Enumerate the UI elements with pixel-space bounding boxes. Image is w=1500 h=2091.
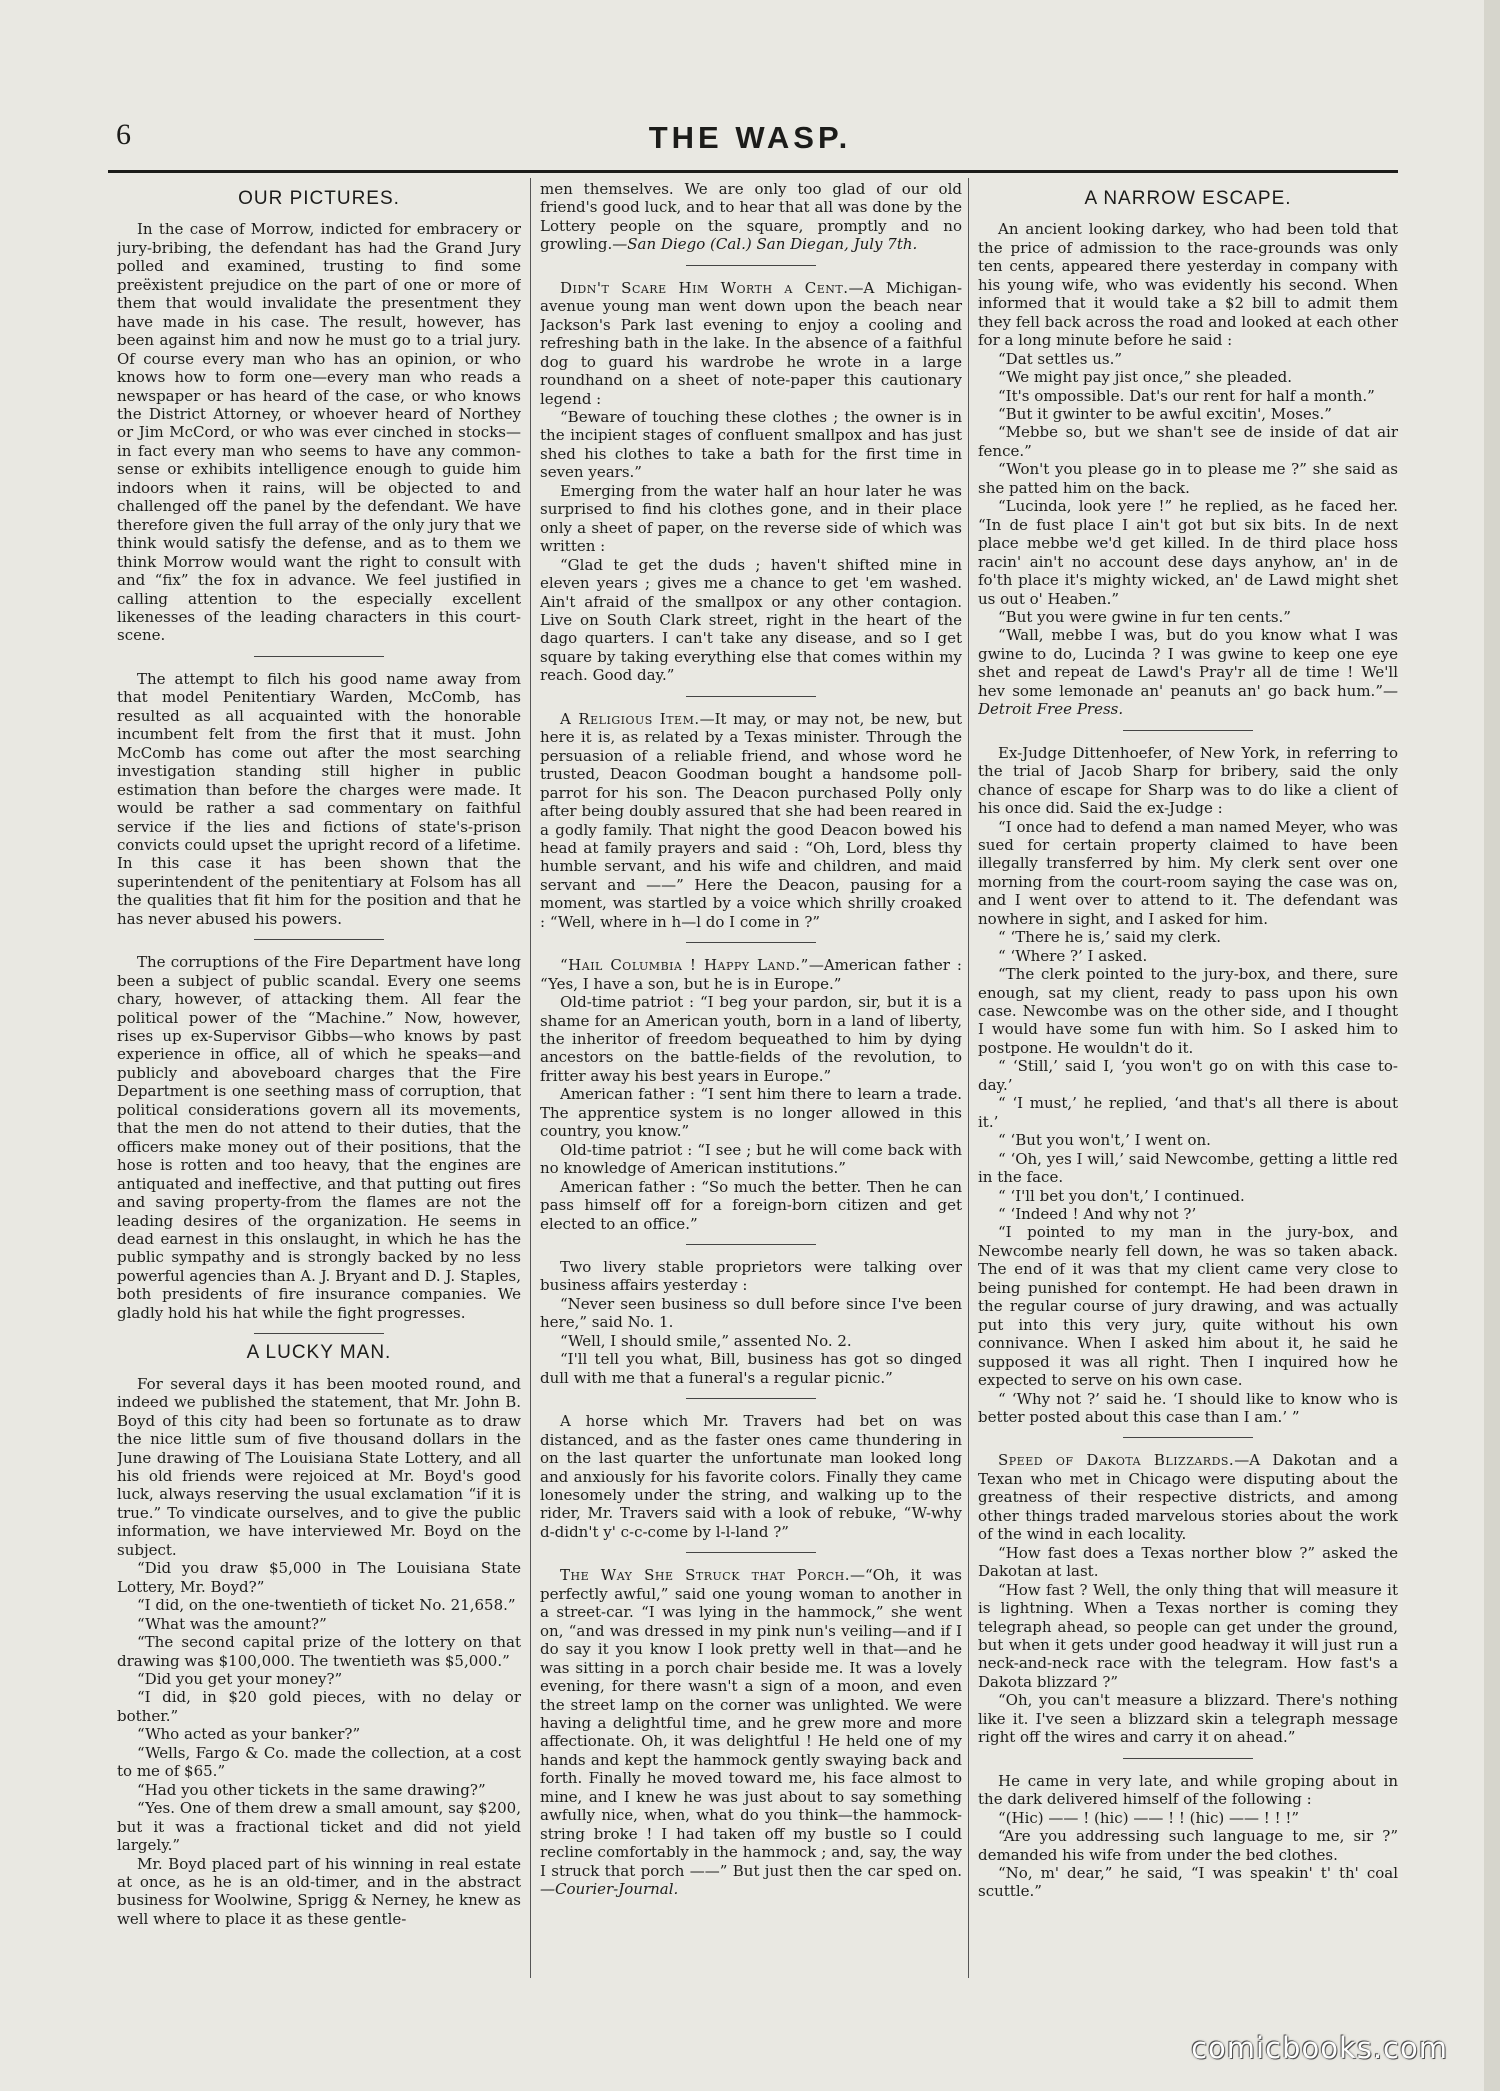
paragraph: “We might pay jist once,” she pleaded. bbox=[998, 368, 1292, 387]
paragraph: Ex-Judge Dittenhoefer, of New York, in referring to the trial of Jacob Sharp for bribery, said the only chance of escape for Sharp was to do like a client of his once did. Said the ex-Judge : bbox=[978, 743, 1398, 818]
column-middle bbox=[540, 180, 962, 1990]
paragraph: “Did you draw $5,000 in The Louisiana State Lottery, Mr. Boyd?” bbox=[117, 1559, 521, 1596]
section-separator bbox=[686, 1398, 816, 1399]
paragraph: The corruptions of the Fire Department have long been a subject of public scandal. Every one seems chary, however, of attacking them. All fear the political power of the “Machine.” Now, however, rises up ex-Supervisor Gibbs—who knows by past experience in office, all of which he speaks—and publicly and aboveboard charges that the Fire Department is one seething mass of corruption, that political considerations govern all its movements, that the men do not attend to their duties, that the officers make money out of their positions, that the hose is rotten and too heavy, that the engines are antiquated and ineffective, and that putting out fires and saving property-from the flames are not the leading desires of the organization. He seems in dead earnest in this onslaught, in which he has the public sympathy and is strongly backed by no less powerful agencies than A. J. Bryant and D. J. Staples, both presidents of fire insurance companies. We gladly hold his hat while the fight progresses. bbox=[117, 953, 521, 1322]
source-credit: —Detroit Free Press. bbox=[978, 681, 1398, 719]
paragraph: “Lucinda, look yere !” he replied, as he faced her. “In de fust place I ain't got but six bits. In de next place mebbe we'd get killed. In de third place hoss racin' ain't no account dese days anyhow, an' in de fo'th place it's mighty wicked, an' de Lawd might shet us out o' Heaben.” bbox=[978, 497, 1398, 608]
paragraph: “I once had to defend a man named Meyer, who was sued for certain property claimed to have been illegally transferred by him. My clerk sent over one morning from the court-room saying the case was on, and I went over to attend to it. The defendant was nowhere in sight, and I asked for him. bbox=[978, 817, 1398, 928]
paragraph: “I did, on the one-twentieth of ticket No. 21,658.” bbox=[137, 1596, 516, 1615]
source-credit: —Courier-Journal. bbox=[540, 1880, 679, 1899]
paragraph: “But it gwinter to be awful excitin', Moses.” bbox=[998, 404, 1332, 423]
paragraph: “Did you get your money?” bbox=[137, 1669, 343, 1688]
paragraph bbox=[978, 626, 1398, 718]
paragraph: “Won't you please go in to please me ?” she said as she patted him on the back. bbox=[978, 460, 1398, 497]
paragraph: “(Hic) —— ! (hic) —— ! ! (hic) —— ! ! !” bbox=[998, 1808, 1300, 1827]
paragraph bbox=[978, 1451, 1398, 1543]
article-heading: A LUCKY MAN. bbox=[246, 1342, 392, 1364]
paragraph: “The second capital prize of the lottery on that drawing was $100,000. The twentieth was $5,000.” bbox=[117, 1633, 521, 1670]
paragraph: “It's ompossible. Dat's our rent for half a month.” bbox=[998, 386, 1375, 405]
paragraph bbox=[540, 710, 962, 931]
page-number: 6 bbox=[116, 118, 131, 151]
paragraph: “ ‘Where ?’ I asked. bbox=[998, 946, 1148, 965]
paragraph: “Glad te get the duds ; haven't shifted mine in eleven years ; gives me a chance to get 'em washed. Ain't afraid of the smallpox or any other contagion. Live on South Clark street, right in the heart of the dago quarters. I can't take any disease, and so I get square by taking everything else that comes within my reach. Good day.” bbox=[540, 555, 962, 685]
paragraph-text: —American father : “Yes, I have a son, but he is in Europe.” bbox=[540, 956, 962, 993]
masthead-title: THE WASP. bbox=[648, 120, 852, 155]
item-lead: A Religious Item. bbox=[560, 709, 700, 728]
section-separator bbox=[686, 265, 816, 266]
paragraph: American father : “So much the better. Then he can pass himself off for a foreign-born citizen and get elected to an office.” bbox=[540, 1177, 962, 1233]
source-credit: —San Diego (Cal.) San Diegan, July 7th. bbox=[612, 235, 918, 254]
column-divider bbox=[530, 178, 531, 1978]
paragraph: Mr. Boyd placed part of his winning in real estate at once, as he is an old-timer, and in the abstract business for Woolwine, Sprigg & Nerney, he knew as well where to place it as these gentle- bbox=[117, 1854, 521, 1928]
paragraph-text: —“Oh, it was perfectly awful,” said one young woman to another in a street-car. “I was lying in the hammock,” she went on, “and was dressed in my pink nun's veiling—and if I do say it you know I look pretty well in that—and he was sitting in a porch chair beside me. It was a lovely evening, for there wasn't a sign of a moon, and even the street lamp on the corner was unlighted. We were having a delightful time, and he grew more and more affectionate. Oh, it was delightful ! He held one of my hands and kept the hammock gently swaying back and forth. Finally he moved toward me, his face almost to mine, and I knew he was just about to say something awfully nice, when, what do you think—the hammock-string broke ! I had taken off my bustle so I could recline comfortably in the hammock ; and, say, the way I struck that porch ——” But just then the car sped on. bbox=[540, 1566, 962, 1880]
column-divider bbox=[968, 178, 969, 1978]
paragraph-text: men themselves. We are only too glad of our old friend's good luck, and to hear that all was done by the Lottery people on the square, promptly and no growling. bbox=[540, 180, 962, 254]
paragraph: “But you were gwine in fur ten cents.” bbox=[998, 607, 1291, 626]
paragraph: “ ‘Indeed ! And why not ?’ bbox=[998, 1205, 1197, 1224]
paragraph: “Oh, you can't measure a blizzard. There's nothing like it. I've seen a blizzard skin a telegraph message right off the wires and carry it on ahead.” bbox=[978, 1691, 1398, 1747]
paragraph: For several days it has been mooted round, and indeed we published the statement, that Mr. John B. Boyd of this city had been so fortunate as to draw the nice little sum of five thousand dollars in the June drawing of The Louisiana State Lottery, and all his old friends were rejoiced at Mr. Boyd's good luck, always reserving the usual exclamation “if it is true.” To vindicate ourselves, and to give the public information, we have interviewed Mr. Boyd on the subject. bbox=[117, 1374, 521, 1559]
section-separator bbox=[686, 1552, 816, 1553]
article-heading: OUR PICTURES. bbox=[238, 188, 400, 209]
paragraph: “ ‘Still,’ said I, ‘you won't go on with this case to-day.’ bbox=[978, 1057, 1398, 1094]
header-rule bbox=[108, 170, 1398, 173]
item-lead: The Way She Struck that Porch. bbox=[560, 1566, 850, 1585]
paragraph: Two livery stable proprietors were talking over business affairs yesterday : bbox=[540, 1258, 962, 1295]
paragraph: “Beware of touching these clothes ; the owner is in the incipient stages of confluent smallpox and has just shed his clothes to take a bath for the first time in seven years.” bbox=[540, 407, 962, 482]
paragraph: “The clerk pointed to the jury-box, and there, sure enough, sat my client, ready to pass upon his own case. Newcombe was on the other side, and I thought I would have some fun with him. So I asked him to postpone. He wouldn't do it. bbox=[978, 965, 1398, 1057]
paragraph: “Had you other tickets in the same drawing?” bbox=[137, 1780, 486, 1799]
paragraph-text: —It may, or may not, be new, but here it is, as related by a Texas minister. Through the persuasion of a reliable friend, and whose word he trusted, Deacon Goodman bought a handsome poll-parrot for his son. The Deacon purchased Polly only after being doubly assured that she had been reared in a godly family. That night the good Deacon bowed his head at family prayers and said : “Oh, Lord, bless thy humble servant, and his wife and children, and maid servant and ——” Here the Deacon, pausing for a moment, was startled by a voice which shrilly croaked : “Well, where in h—l do I come in ?” bbox=[540, 709, 962, 931]
section-separator bbox=[686, 696, 816, 697]
paragraph-text: —A Dakotan and a Texan who met in Chicago were disputing about the greatness of their respective districts, and among other things traded marvelous stories about the work of the wind in each locality. bbox=[978, 1451, 1398, 1544]
section-separator bbox=[1123, 730, 1253, 731]
paragraph bbox=[540, 279, 962, 408]
section-separator bbox=[1123, 1437, 1253, 1438]
paragraph: The attempt to filch his good name away from that model Penitentiary Warden, McComb, has resulted as all acquainted with the honorable incumbent felt from the first that it must. John McComb has come out after the most searching investigation standing still higher in public estimation than before the charges were made. It would be rather a sad commentary on faithful service if the lies and fictions of state's-prison convicts could upset the upright record of a lifetime. In this case it has been shown that the superintendent of the penitentiary at Folsom has all the qualities that fit him for the position and that he has never abused his powers. bbox=[117, 669, 521, 928]
paragraph: “I did, in $20 gold pieces, with no delay or bother.” bbox=[117, 1688, 521, 1725]
paragraph: American father : “I sent him there to learn a trade. The apprentice system is no longer allowed in this country, you know.” bbox=[540, 1085, 962, 1141]
paragraph: A horse which Mr. Travers had bet on was distanced, and as the faster ones came thundering in on the last quarter the unfortunate man looked long and anxiously for his favorite colors. Finally they came lonesomely under the string, and walking up to the rider, Mr. Travers said with a look of rebuke, “W-why d-didn't y' c-c-come by l-l-land ?” bbox=[540, 1412, 962, 1541]
section-separator bbox=[254, 939, 384, 940]
item-lead: “Hail Columbia ! Happy Land.” bbox=[560, 956, 809, 975]
site-watermark: comicbooks.com bbox=[1191, 2031, 1448, 2065]
paragraph: “Mebbe so, but we shan't see de inside of dat air fence.” bbox=[978, 423, 1398, 460]
paragraph: “Yes. One of them drew a small amount, say $200, but it was a fractional ticket and did not yield largely.” bbox=[117, 1799, 521, 1855]
paragraph: “What was the amount?” bbox=[137, 1614, 327, 1633]
paragraph-text: —A Michigan-avenue young man went down upon the beach near Jackson's Park last evening to enjoy a cooling and refreshing bath in the lake. In the absence of a faithful dog to guard his wardrobe he wrote in a large roundhand on a sheet of note-paper this cautionary legend : bbox=[540, 278, 962, 408]
paragraph: “Dat settles us.” bbox=[998, 349, 1122, 368]
paragraph: “ ‘But you won't,’ I went on. bbox=[998, 1131, 1211, 1150]
paragraph: “How fast ? Well, the only thing that will measure it is lightning. When a Texas norther is coming they telegraph ahead, so people can get under the ground, but when it gets under good headway it will just run a neck-and-neck race with the telegram. How fast's a Dakota blizzard ?” bbox=[978, 1580, 1398, 1691]
item-lead: Speed of Dakota Blizzards. bbox=[998, 1451, 1235, 1470]
paragraph: “ ‘I'll bet you don't,’ I continued. bbox=[998, 1186, 1245, 1205]
paragraph bbox=[540, 180, 962, 254]
item-lead: Didn't Scare Him Worth a Cent. bbox=[560, 278, 849, 297]
paragraph: He came in very late, and while groping about in the dark delivered himself of the following : bbox=[978, 1771, 1398, 1809]
page-edge-shadow bbox=[1484, 0, 1500, 2091]
column-right bbox=[978, 180, 1398, 1990]
paragraph: Emerging from the water half an hour later he was surprised to find his clothes gone, and in their place only a sheet of paper, on the reverse side of which was written : bbox=[540, 481, 962, 556]
article-heading: A NARROW ESCAPE. bbox=[1084, 188, 1292, 209]
paragraph: “Are you addressing such language to me, sir ?” demanded his wife from under the bed clothes. bbox=[978, 1827, 1398, 1864]
section-separator bbox=[686, 942, 816, 943]
paragraph-text: “Wall, mebbe I was, but do you know what I was gwine to do, Lucinda ? I was gwine to keep one eye shet and repeat de Lawd's Pray'r all de time ! We'll hev some lemonade an' peanuts an' go back hum.” bbox=[978, 626, 1398, 700]
paragraph: “ ‘Oh, yes I will,’ said Newcombe, getting a little red in the face. bbox=[978, 1149, 1398, 1187]
paragraph: “Who acted as your banker?” bbox=[137, 1725, 361, 1744]
paragraph: “ ‘Why not ?’ said he. ‘I should like to know who is better posted about this case than I am.’ ” bbox=[978, 1389, 1398, 1426]
paragraph: In the case of Morrow, indicted for embracery or jury-bribing, the defendant has had the Grand Jury polled and examined, trusting to find some preëxistent prejudice on the part of one or more of them that would invalidate the presentment they have made in his case. The result, however, has been against him and now he must go to a trial jury. Of course every man who has an opinion, or who knows how to form one—every man who reads a newspaper or has heard of the case, or who knows the District Attorney, or whoever heard of Northey or Jim McCord, or who was ever cinched in stocks—in fact every man who seems to have any common-sense or exhibits intelligence enough to guide him indoors when it rains, will be objected to and challenged off the panel by the defendant. We have therefore given the full array of the only jury that we think would satisfy the defense, and as to them we think Morrow would want the right to consult with and “fix” the fox in advance. We feel justified in calling attention to the especially excellent likenesses of the leading characters in this court-scene. bbox=[117, 220, 521, 645]
paragraph: Old-time patriot : “I beg your pardon, sir, but it is a shame for an American youth, born in a land of liberty, the inheritor of freedom bequeathed to him by dying ancestors on the battle-fields of the revolution, to fritter away his best years in Europe.” bbox=[540, 993, 962, 1085]
paragraph: “Wells, Fargo & Co. made the collection, at a cost to me of $65.” bbox=[117, 1743, 521, 1781]
section-separator bbox=[686, 1244, 816, 1245]
paragraph: “I'll tell you what, Bill, business has got so dinged dull with me that a funeral's a regular picnic.” bbox=[540, 1350, 962, 1387]
section-separator bbox=[254, 1333, 384, 1334]
paragraph: “ ‘There he is,’ said my clerk. bbox=[998, 928, 1222, 947]
paragraph: An ancient looking darkey, who had been told that the price of admission to the race-grounds was only ten cents, appeared there yesterday in company with his young wife, who was evidently his second. When informed that it would take a $2 bill to admit them they fell back across the road and looked at each other for a long minute before he said : bbox=[978, 220, 1398, 350]
paragraph: “No, m' dear,” he said, “I was speakin' t' th' coal scuttle.” bbox=[978, 1863, 1398, 1901]
paragraph: Old-time patriot : “I see ; but he will come back with no knowledge of American institutions.” bbox=[540, 1140, 962, 1178]
column-left bbox=[117, 180, 521, 1990]
paragraph: “Well, I should smile,” assented No. 2. bbox=[560, 1331, 852, 1350]
paragraph: “I pointed to my man in the jury-box, and Newcombe nearly fell down, he was so taken aback. The end of it was that my client came very close to being punished for contempt. He had been drawn in the regular course of jury drawing, and was actually put into this very jury, quite without his own connivance. When I asked him about it, he said he supposed it was all right. Then I inquired how he expected to serve on his own case. bbox=[978, 1223, 1398, 1390]
paragraph: “ ‘I must,’ he replied, ‘and that's all there is about it.’ bbox=[978, 1094, 1398, 1131]
paragraph: “How fast does a Texas norther blow ?” asked the Dakotan at last. bbox=[978, 1543, 1398, 1581]
paragraph bbox=[540, 956, 962, 993]
paragraph bbox=[540, 1566, 962, 1898]
section-separator bbox=[254, 656, 384, 657]
paragraph: “Never seen business so dull before since I've been here,” said No. 1. bbox=[540, 1294, 962, 1332]
section-separator bbox=[1123, 1758, 1253, 1759]
